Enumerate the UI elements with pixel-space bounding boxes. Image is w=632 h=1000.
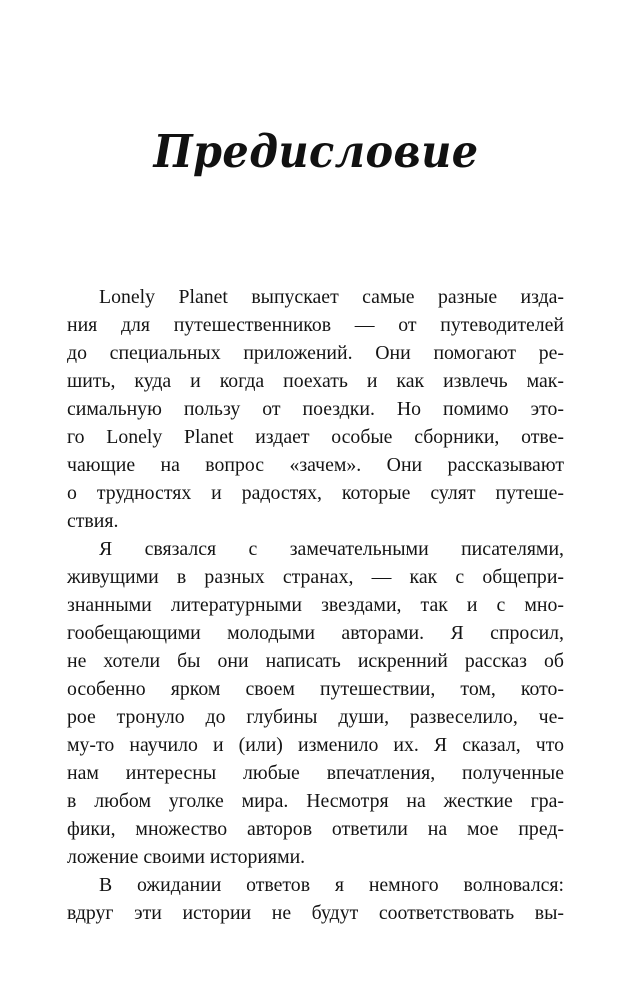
paragraph-2-line-3: знанными литературными звездами, так и с мно- xyxy=(67,594,564,616)
paragraph-1-line-1: Lonely Planet выпускает самые разные изда- xyxy=(99,286,564,308)
paragraph-3-line-1: В ожидании ответов я немного волновался: xyxy=(99,874,564,896)
paragraph-3-line-2: вдруг эти истории не будут соответствовать вы- xyxy=(67,902,564,924)
paragraph-1-line-7: чающие на вопрос «зачем». Они рассказывают xyxy=(67,454,564,476)
paragraph-2-line-9: нам интересны любые впечатления, полученные xyxy=(67,762,564,784)
paragraph-2-line-2: живущими в разных странах, — как с общепри- xyxy=(67,566,564,588)
paragraph-1-line-4: шить, куда и когда поехать и как извлечь мак- xyxy=(67,370,564,392)
paragraph-2-line-12: ложение своими историями. xyxy=(67,846,306,868)
chapter-title: Предисловие xyxy=(153,125,479,178)
paragraph-2-line-7: рое тронуло до глубины души, развеселило, че- xyxy=(67,706,564,728)
paragraph-1-line-8: о трудностях и радостях, которые сулят путеше- xyxy=(67,482,564,504)
paragraph-2-line-4: гообещающими молодыми авторами. Я спросил, xyxy=(67,622,564,644)
paragraph-2-line-10: в любом уголке мира. Несмотря на жесткие гра- xyxy=(67,790,564,812)
paragraph-1-line-2: ния для путешественников — от путеводителей xyxy=(67,314,564,336)
paragraph-2-line-6: особенно ярком своем путешествии, том, кото- xyxy=(67,678,564,700)
paragraph-2-line-1: Я связался с замечательными писателями, xyxy=(99,538,564,560)
paragraph-2-line-8: му-то научило и (или) изменило их. Я сказал, что xyxy=(67,734,564,756)
paragraph-1-line-9: ствия. xyxy=(67,510,119,532)
paragraph-2-line-5: не хотели бы они написать искренний рассказ об xyxy=(67,650,564,672)
paragraph-1-line-3: до специальных приложений. Они помогают ре- xyxy=(67,342,564,364)
paragraph-1-line-6: го Lonely Planet издает особые сборники, отве- xyxy=(67,426,564,448)
paragraph-2-line-11: фики, множество авторов ответили на мое пред- xyxy=(67,818,564,840)
paragraph-1-line-5: симальную пользу от поездки. Но помимо это- xyxy=(67,398,564,420)
